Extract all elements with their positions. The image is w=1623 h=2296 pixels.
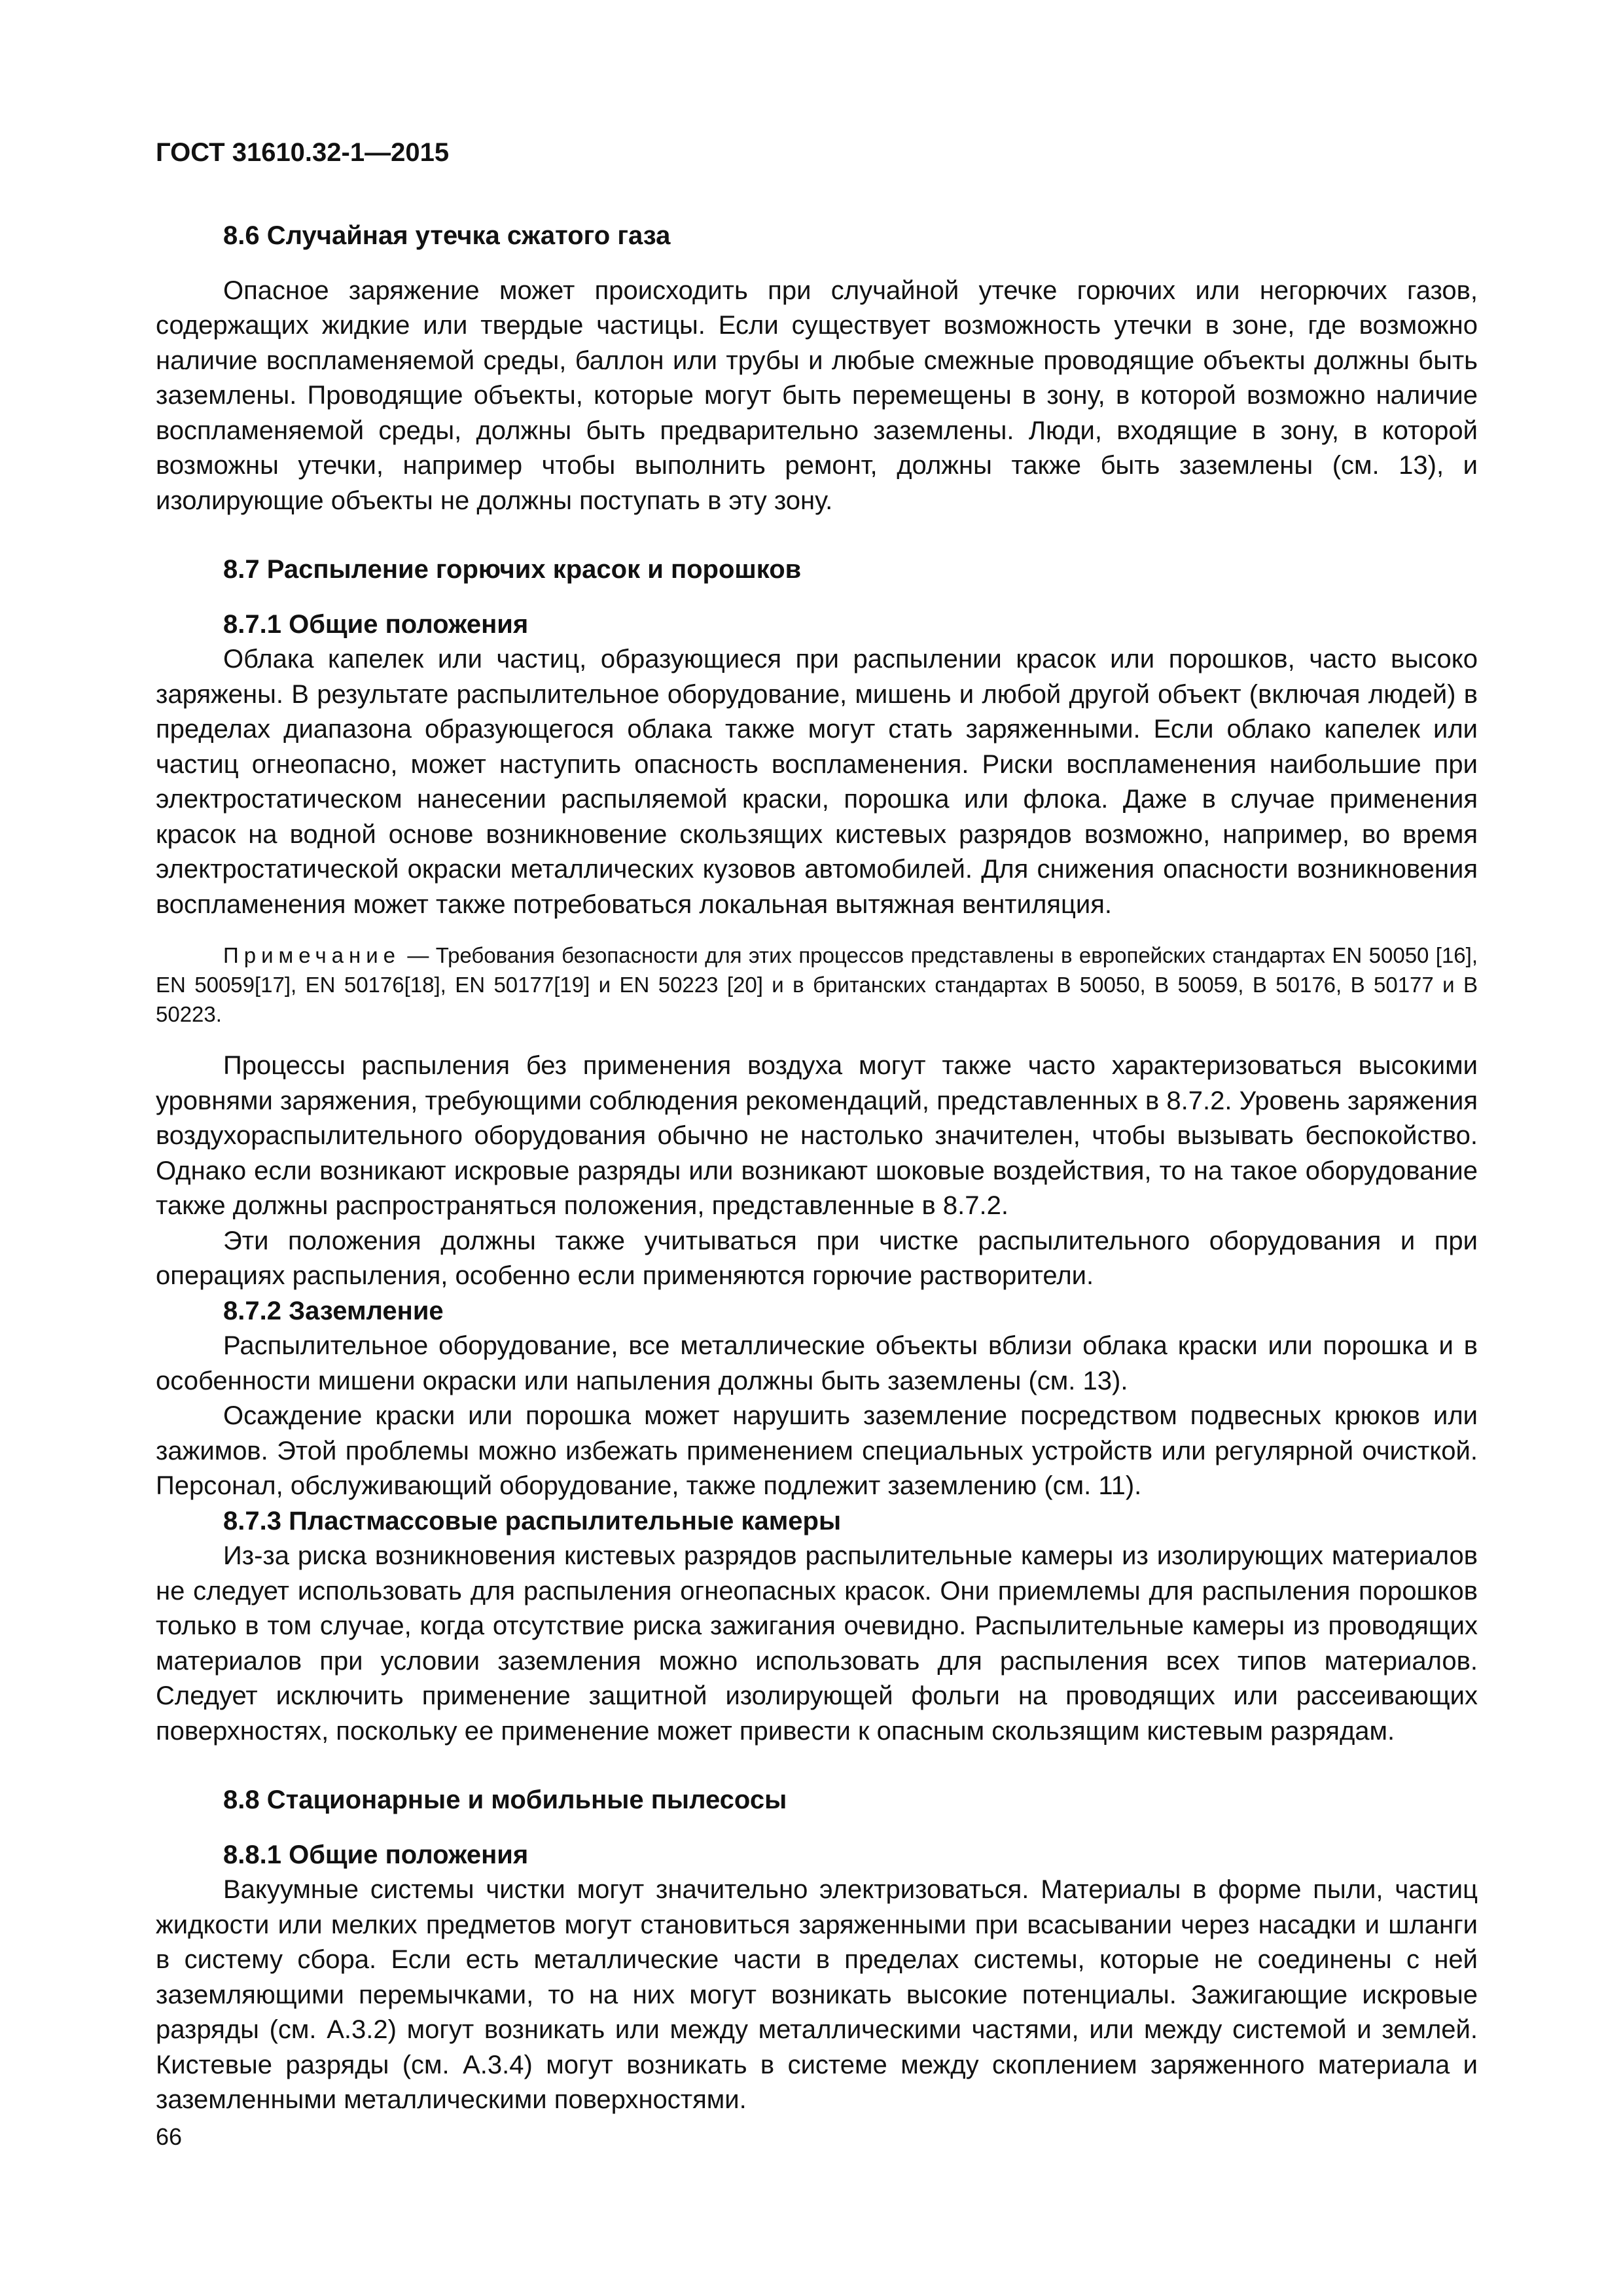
section-8-8-1-paragraph: Вакуумные системы чистки могут значительно электризоваться. Материалы в форме пыли, частиц жидкости или мелких предметов могут становиться заряженными при всасывании через насадки и шланги в систему сбора. Если есть металлические части в пределах системы, которые не соединены с ней заземляющими перемычками, то на них могут возникать высокие потенциалы. Зажигающие искровые разряды (см. А.3.2) могут возникать или между металлическими частями, или между системой и землей. Кистевые разряды (см. А.3.4) могут возникать в системе между скоплением заряженного материала и заземленными металлическими поверхностями. xyxy=(156,1875,1478,2114)
section-8-7-1-paragraph-1: Облака капелек или частиц, образующиеся при распылении красок или порошков, часто высоко заряжены. В результате распылительное оборудование, мишень и любой другой объект (включая людей) в пределах диапазона образующегося облака также могут стать заряженными. Если облако капелек или частиц огнеопасно, может наступить опасность воспламенения. Риски воспламенения наибольшие при электростатическом нанесении распыляемой краски, порошка или флока. Даже в случае применения красок на водной основе возникновение скользящих кистевых разрядов возможно, например, во время электростатической окраски металлических кузовов автомобилей. Для снижения опасности возникновения воспламенения может также потребоваться локальная вытяжная вентиляция. xyxy=(156,645,1478,919)
note-paragraph xyxy=(156,941,1478,1029)
section-8-7-1-paragraph-2: Процессы распыления без применения воздуха могут также часто характеризоваться высокими уровнями заряжения, требующими соблюдения рекомендаций, представленных в 8.7.2. Уровень заряжения воздухораспылительного оборудования обычно не настолько значителен, чтобы вызывать беспокойство. Однако если возникают искровые разряды или возникают шоковые воздействия, то на такое оборудование также должны распространяться положения, представленные в 8.7.2. xyxy=(156,1051,1478,1220)
section-8-7-2-heading: 8.7.2 Заземление xyxy=(223,1296,444,1325)
document-page xyxy=(156,136,1478,2152)
section-8-7-1-heading: 8.7.1 Общие положения xyxy=(223,609,529,639)
section-8-7-2-paragraph-1: Распылительное оборудование, все металлические объекты вблизи облака краски или порошка и в особенности мишени окраски или напыления должны быть заземлены (см. 13). xyxy=(156,1331,1478,1395)
section-8-6-heading: 8.6 Случайная утечка сжатого газа xyxy=(223,221,671,250)
section-8-8-heading: 8.8 Стационарные и мобильные пылесосы xyxy=(223,1785,787,1814)
note-text: — Требования безопасности для этих процессов представлены в европейских стандартах EN 50050 [16], EN 50059[17], EN 50176[18], EN 50177[19] и EN 50223 [20] и в британских стандартах В 50050, В 50059, В 50176, В 50177 и В 50223. xyxy=(156,943,1478,1026)
section-8-7-3-heading: 8.7.3 Пластмассовые распылительные камеры xyxy=(223,1506,842,1535)
section-8-7-3-paragraph: Из-за риска возникновения кистевых разрядов распылительные камеры из изолирующих материалов не следует использовать для распыления огнеопасных красок. Они приемлемы для распыления порошков только в том случае, когда отсутствие риска зажигания очевидно. Распылительные камеры из проводящих материалов при условии заземления можно использовать для распыления всех типов материалов. Следует исключить применение защитной изолирующей фольги на проводящих или рассеивающих поверхностях, поскольку ее применение может привести к опасным скользящим кистевым разрядам. xyxy=(156,1541,1478,1746)
document-code-header: ГОСТ 31610.32-1—2015 xyxy=(156,138,450,167)
section-8-6-paragraph: Опасное заряжение может происходить при случайной утечке горючих или негорючих газов, содержащих жидкие или твердые частицы. Если существует возможность утечки в зоне, где возможно наличие воспламеняемой среды, баллон или трубы и любые смежные проводящие объекты должны быть заземлены. Проводящие объекты, которые могут быть перемещены в зону, в которой возможно наличие воспламеняемой среды, должны быть предварительно заземлены. Люди, входящие в зону, в которой возможны утечки, например чтобы выполнить ремонт, должны также быть заземлены (см. 13), и изолирующие объекты не должны поступать в эту зону. xyxy=(156,276,1478,515)
page-number: 66 xyxy=(156,2123,183,2150)
section-8-7-2-paragraph-2: Осаждение краски или порошка может нарушить заземление посредством подвесных крюков или зажимов. Этой проблемы можно избежать применением специальных устройств или регулярной очисткой. Персонал, обслуживающий оборудование, также подлежит заземлению (см. 11). xyxy=(156,1401,1478,1500)
section-8-7-heading: 8.7 Распыление горючих красок и порошков xyxy=(223,555,802,584)
section-8-7-1-paragraph-3: Эти положения должны также учитываться при чистке распылительного оборудования и при операциях распыления, особенно если применяются горючие растворители. xyxy=(156,1226,1478,1290)
note-label: Примечание xyxy=(223,943,401,967)
section-8-8-1-heading: 8.8.1 Общие положения xyxy=(223,1840,529,1869)
